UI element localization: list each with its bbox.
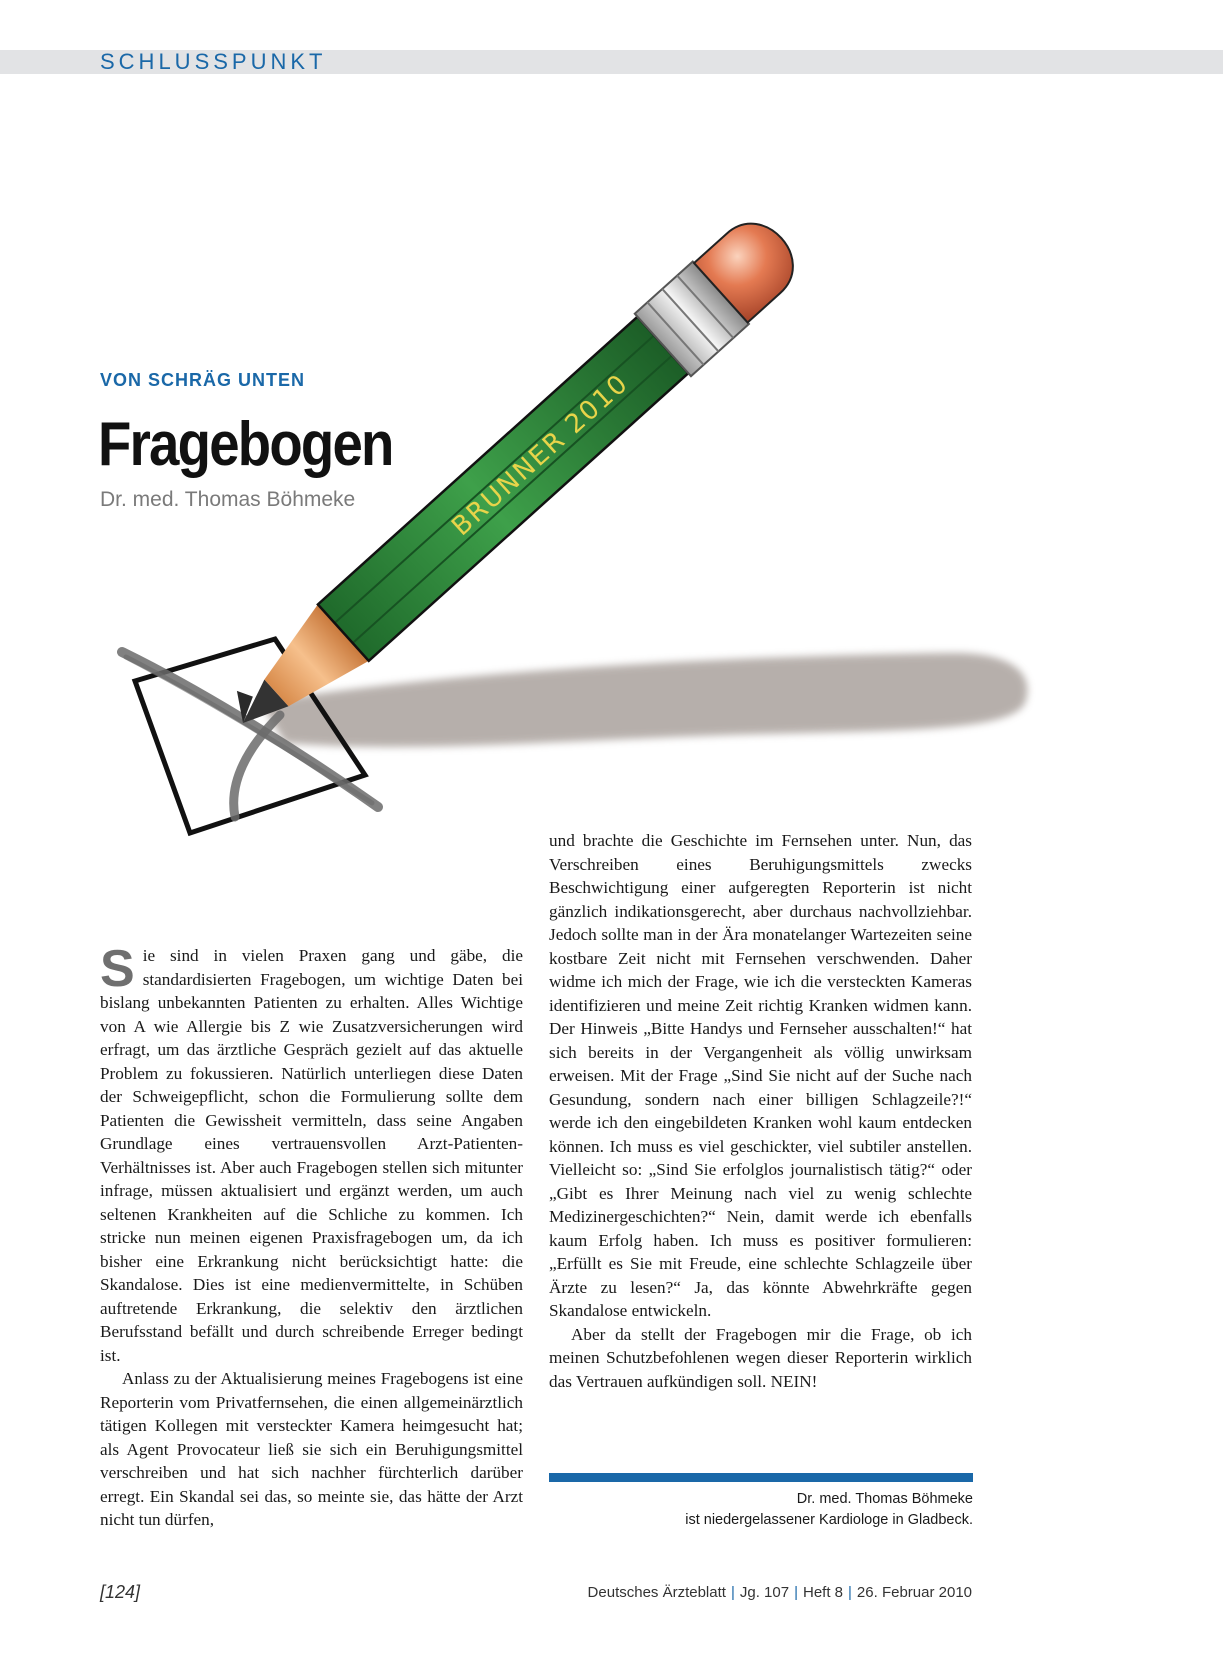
footer-citation — [588, 1584, 972, 1601]
bio-divider — [549, 1473, 973, 1482]
pencil-icon — [110, 205, 810, 895]
footer-separator: | — [730, 1584, 735, 1601]
pencil-checkbox-illustration — [110, 205, 1110, 895]
journal-name: Deutsches Ärzteblatt — [587, 1584, 726, 1601]
article-kicker: VON SCHRÄG UNTEN — [100, 370, 306, 390]
body-paragraph: und brachte die Geschichte im Fernsehen unter. Nun, das Verschreiben eines Beruhigungsmittels zwecks Beschwichtigung einer aufgeregten Reporterin ist nicht gänzlich indikationsgerecht, aber durchaus nachvollziehbar. Jedoch sollte man in der Ära monatelanger Wartezeiten seine kostbare Zeit nicht mit Fernsehen verschwenden. Daher widme ich mich der Frage, wie ich die versteckten Kameras identifizieren und meine Zeit richtig Kranken widmen kann. Der Hinweis „Bitte Handys und Fernseher ausschalten!“ hat sich bereits in der Vergangenheit als völlig unwirksam erweisen. Mit der Frage „Sind Sie nicht auf der Suche nach Gesundung, sondern nach einer billigen Schlagzeile?!“ werde ich den eingebildeten Kranken wohl kaum entdecken können. Ich muss es viel geschickter, viel subtiler anstellen. Vielleicht so: „Sind Sie erfolglos journalistisch tätig?“ oder „Gibt es Ihrer Meinung nach viel zu wenig schlechte Medizinergeschichten?“ Nein, damit werde ich ebenfalls kaum Erfolg haben. Ich muss es positiver formulieren: „Erfüllt es Sie mit Freude, eine schlechte Schlagzeile über Ärzte zu lesen?“ Ja, das könnte Abwehrkräfte gegen Skandalose entwickeln. — [549, 831, 972, 1320]
bio-name: Dr. med. Thomas Böhmeke — [796, 1491, 973, 1507]
body-column-left — [100, 940, 523, 1532]
body-paragraph: Anlass zu der Aktualisierung meines Fragebogens ist eine Reporterin vom Privatfernsehen, die einen allgemeinärztlich tätigen Kollegen mit versteckter Kamera heimgesucht hat; als Agent Provocateur ließ sie sich ein Beruhigungsmittel verschreiben und hat sich nachher fürchterlich darüber erregt. Ein Skandal sei das, so meinte sie, das hätte der Arzt nicht tun dürfen, — [100, 1369, 523, 1529]
body-paragraph: Aber da stellt der Fragebogen mir die Frage, ob ich meinen Schutzbefohlenen wegen dieser Reporterin wirklich das Vertrauen aufkündigen soll. NEIN! — [549, 1324, 972, 1391]
body-column-right — [549, 829, 972, 1393]
page-number: [124] — [100, 1582, 141, 1602]
issue-date: 26. Februar 2010 — [856, 1584, 972, 1601]
footer-separator: | — [794, 1584, 798, 1601]
shadow-smear — [260, 653, 1027, 747]
body-paragraph: Sie sind in vielen Praxen gang und gäbe, die standardisierten Fragebogen, um wichtige Daten bei bislang unbekannten Patienten zu erhalten. Alles Wichtige von A wie Allergie bis Z wie Zusatzversicherungen wird erfragt, um das ärztliche Gespräch gezielt auf das aktuelle Problem zu fokussieren. Natürlich unterliegen diese Daten der Schweigepflicht, schon die Formulierung sollte dem Patienten die Gewissheit vermitteln, dass seine Angaben Grundlage eines vertrauensvollen Arzt-Patienten-Verhältnisses ist. Aber auch Fragebogen stellen sich mitunter infrage, müssen aktualisiert und ergänzt werden, um auch seltenen Krankheiten auf die Schliche zu kommen. Ich stricke nun meinen eigenen Praxisfragebogen um, da ich bisher eine Erkrankung nicht berücksichtigt hatte: die Skandalose. Dies ist eine medienvermittelte, in Schüben auftretende Erkrankung, die selektiv den ärztlichen Berufsstand befällt und durch schreibende Erreger bedingt ist. — [100, 940, 523, 1365]
footer-separator: | — [848, 1584, 852, 1601]
section-label: SCHLUSSPUNKT — [100, 49, 327, 74]
article-author: Dr. med. Thomas Böhmeke — [100, 488, 356, 511]
bio-description: ist niedergelassener Kardiologe in Gladbeck. — [685, 1512, 973, 1528]
author-bio — [549, 1489, 973, 1531]
article-title: Fragebogen — [98, 410, 393, 479]
illustration-signature: BRUNNER 2010 — [446, 368, 635, 543]
journal-volume: Jg. 107 — [739, 1584, 790, 1601]
drop-cap: S — [100, 940, 135, 998]
journal-issue: Heft 8 — [802, 1584, 844, 1601]
